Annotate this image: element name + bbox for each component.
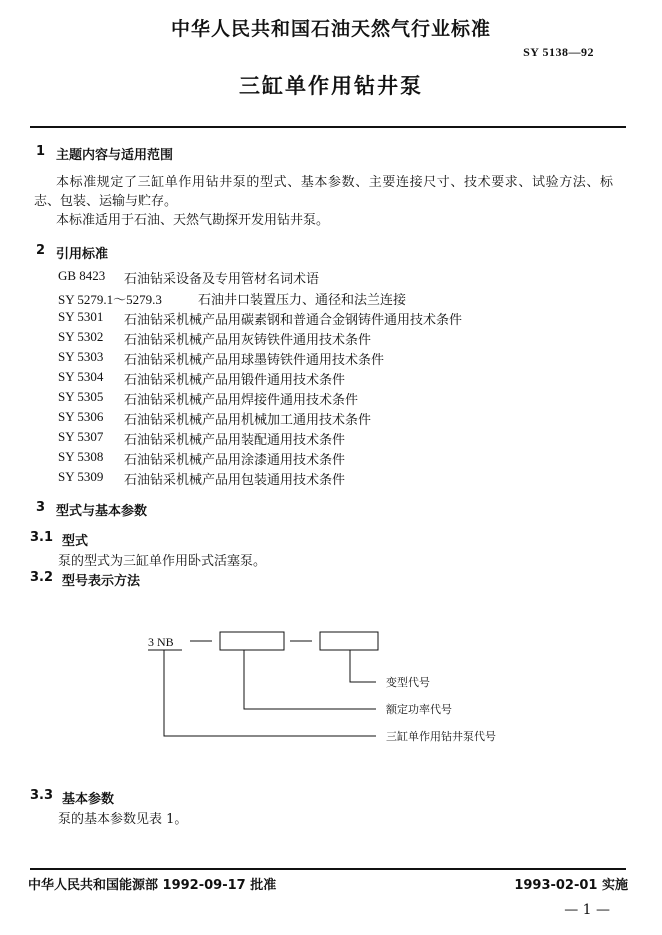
ref-title: 石油钻采机械产品用碳素钢和普通合金钢铸件通用技术条件: [124, 313, 463, 328]
ref-title: 石油井口装置压力、通径和法兰连接: [198, 293, 407, 308]
power-code-label: 额定功率代号: [386, 703, 452, 716]
section-2-title: 引用标准: [56, 247, 109, 262]
ref-title: 石油钻采机械产品用焊接件通用技术条件: [124, 393, 359, 408]
section-1-number: 1: [36, 144, 46, 159]
ref-code: SY 5279.1～5279.3: [58, 292, 162, 307]
variant-leader-line: [350, 650, 376, 682]
ref-code: GB 8423: [58, 268, 106, 283]
power-code-box: [220, 632, 284, 650]
pump-code-label: 三缸单作用钻井泵代号: [386, 730, 496, 743]
section-3-1-number: 3.1: [30, 530, 54, 545]
ref-title: 石油钻采机械产品用机械加工通用技术条件: [124, 413, 372, 428]
ref-title: 石油钻采机械产品用包装通用技术条件: [124, 473, 346, 488]
power-leader-line: [244, 650, 376, 709]
ref-code: SY 5307: [58, 429, 104, 444]
ref-code: SY 5304: [58, 369, 104, 384]
ref-title: 石油钻采机械产品用装配通用技术条件: [124, 433, 346, 448]
section-3-title: 型式与基本参数: [56, 504, 148, 519]
standard-code: SY 5138—92: [523, 45, 594, 59]
document-title: 三缸单作用钻井泵: [239, 74, 423, 98]
ref-title: 石油钻采机械产品用锻件通用技术条件: [124, 373, 346, 388]
ref-code: SY 5305: [58, 389, 104, 404]
variant-code-box: [320, 632, 378, 650]
section-1-para1-line2: 志、包装、运输与贮存。: [34, 194, 178, 209]
top-rule: [30, 126, 626, 128]
ref-code: SY 5302: [58, 329, 104, 344]
section-3-3-number: 3.3: [30, 788, 54, 803]
bottom-rule: [30, 868, 626, 870]
ref-code: SY 5308: [58, 449, 104, 464]
section-1-title: 主题内容与适用范围: [56, 148, 174, 163]
section-3-1-text: 泵的型式为三缸单作用卧式活塞泵。: [58, 554, 267, 569]
variant-code-label: 变型代号: [386, 676, 430, 689]
section-1-para1-line1: 本标准规定了三缸单作用钻井泵的型式、基本参数、主要连接尺寸、技术要求、试验方法、标: [56, 175, 614, 190]
ref-title: 石油钻采机械产品用涂漆通用技术条件: [124, 453, 346, 468]
ref-title: 石油钻采机械产品用球墨铸铁件通用技术条件: [124, 353, 385, 368]
standard-title: 中华人民共和国石油天然气行业标准: [170, 18, 491, 40]
ref-title: 石油钻采设备及专用管材名词术语: [124, 272, 320, 287]
approval-line: 中华人民共和国能源部 1992-09-17 批准: [28, 878, 277, 893]
ref-code: SY 5309: [58, 469, 104, 484]
ref-code: SY 5303: [58, 349, 104, 364]
ref-code: SY 5301: [58, 309, 104, 324]
section-3-number: 3: [36, 500, 46, 515]
section-3-2-title: 型号表示方法: [62, 574, 141, 589]
section-3-3-title: 基本参数: [62, 792, 115, 807]
page-number: — 1 —: [564, 902, 610, 918]
ref-title: 石油钻采机械产品用灰铸铁件通用技术条件: [124, 333, 372, 348]
diagram-prefix: 3 NB: [148, 635, 174, 649]
section-3-2-number: 3.2: [30, 570, 54, 585]
section-2-number: 2: [36, 243, 46, 258]
section-3-1-title: 型式: [62, 534, 89, 549]
effective-date: 1993-02-01 实施: [514, 878, 628, 893]
ref-code: SY 5306: [58, 409, 104, 424]
section-3-3-text: 泵的基本参数见表 1。: [58, 812, 188, 827]
pump-leader-line: [164, 650, 376, 736]
section-1-para2: 本标准适用于石油、天然气勘探开发用钻井泵。: [56, 213, 330, 228]
model-designation-diagram: [140, 620, 520, 750]
